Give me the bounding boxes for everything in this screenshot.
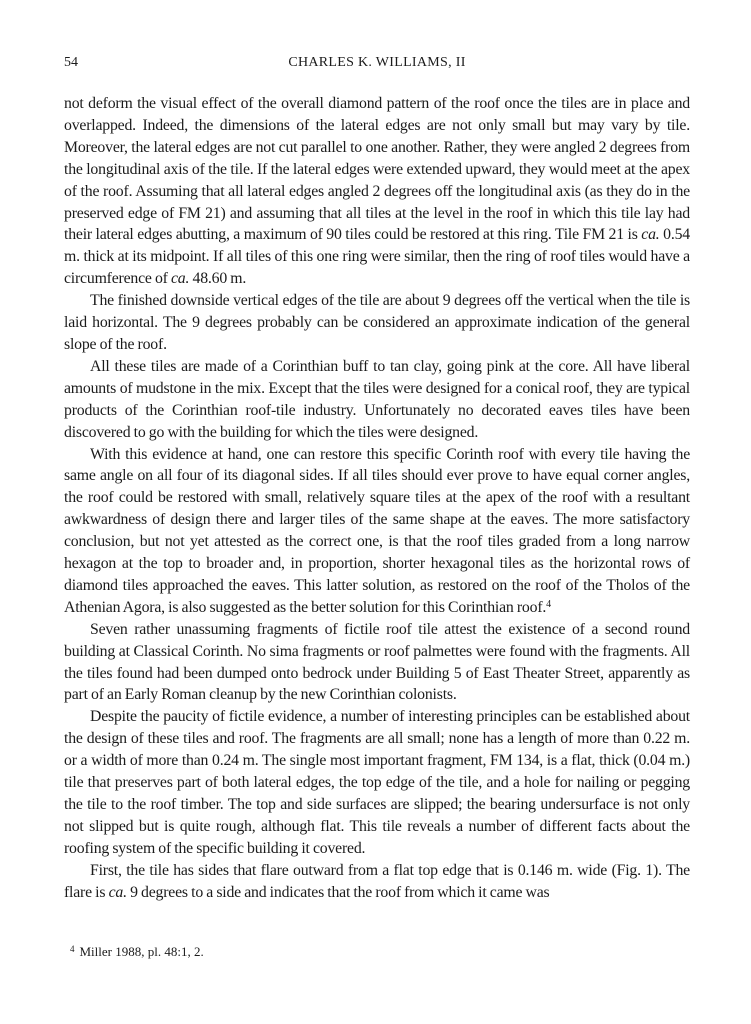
paragraph <box>64 356 690 444</box>
text-run: 0.54 m. thick at its midpoint. If all tiles of this one ring were similar, then the ring of roof tiles would have a circumference of <box>64 226 690 288</box>
text-run: All these tiles are made of a Corinthian buff to tan clay, going pink at the core. All have liberal amounts of mudstone in the mix. Except that the tiles were designed for a conical roof, they are typical products of the Corinthian roof-tile industry. Unfortunately no decorated eaves tiles have been discovered to go with the building for which the tiles were designed. <box>64 357 690 441</box>
paragraph <box>64 860 690 904</box>
footnote-text: Miller 1988, pl. 48:1, 2. <box>79 944 204 959</box>
italic-text: ca. <box>170 270 190 288</box>
footnote <box>70 944 204 960</box>
footnote-reference[interactable]: 4 <box>546 598 551 610</box>
text-run: 9 degrees to a side and indicates that the roof from which it came was <box>126 883 550 901</box>
text-run: Despite the paucity of fictile evidence, a number of interesting principles can be established about the design of these tiles and roof. The fragments are all small; none has a length of more than 0.22 m. or a width of more than 0.24 m. The single most important fragment, FM 134, is a flat, thick (0.04 m.) tile that preserves part of both lateral edges, the top edge of the tile, and a hole for nailing or pegging the tile to the roof timber. The top and side surfaces are slipped; the bearing undersurface is not only not slipped but is quite rough, although flat. This tile reveals a number of different facts about the roofing system of the specific building it covered. <box>64 708 690 857</box>
page-header <box>64 55 690 77</box>
italic-text: ca. <box>641 226 660 244</box>
footnote-marker: 4 <box>70 944 75 954</box>
running-head: CHARLES K. WILLIAMS, II <box>288 55 466 70</box>
text-run: The finished downside vertical edges of the tile are about 9 degrees off the vertical when the tile is laid horizontal. The 9 degrees probably can be considered an approximate indication of the general slope of the roof. <box>64 292 690 353</box>
paragraph <box>64 444 690 619</box>
body-text <box>64 93 690 904</box>
text-run: With this evidence at hand, one can restore this specific Corinth roof with every tile having the same angle on all four of its diagonal sides. If all tiles should ever prove to have equal corner angles, the roof could be restored with small, relatively square tiles at the apex of the roof with a resultant awkwardness of design there and larger tiles of the same shape at the eaves. The more satisfactory conclusion, but not yet attested as the correct one, is that the roof tiles graded from a long narrow hexagon at the top to broader and, in proportion, shorter hexagonal tiles as the horizontal rows of diamond tiles approached the eaves. This latter solution, as restored on the roof of the Tholos of the Athenian Agora, is also suggested as the better solution for this Corinthian roof. <box>64 445 690 616</box>
text-run: First, the tile has sides that flare outward from a flat top edge that is 0.146 m. wide (Fig. 1). The flare is <box>64 861 690 901</box>
text-run: Seven rather unassuming fragments of fictile roof tile attest the existence of a second round building at Classical Corinth. No sima fragments or roof palmettes were found with the fragments. All the tiles found had been dumped onto bedrock under Building 5 of East Theater Street, apparently as part of an Early Roman cleanup by the new Corinthian colonists. <box>64 620 690 704</box>
page-number: 54 <box>64 55 78 70</box>
text-run: not deform the visual effect of the overall diamond pattern of the roof once the tiles are in place and overlapped. Indeed, the dimensions of the lateral edges are not only small but may vary by tile. Moreover, the lateral edges are not cut parallel to one another. Rather, they were angled 2 degrees from the longitudinal axis of the tile. If the lateral edges were extended upward, they would meet at the apex of the roof. Assuming that all lateral edges angled 2 degrees off the longitudinal axis (as they do in the preserved edge of FM 21) and assuming that all tiles at the level in the roof in which this tile lay had their lateral edges abutting, a maximum of 90 tiles could be restored at this ring. Tile FM 21 is <box>64 95 690 244</box>
text-run: 48.60 m. <box>189 270 247 288</box>
paragraph <box>64 619 690 707</box>
italic-text: ca. <box>108 883 127 901</box>
paragraph <box>64 706 690 859</box>
paragraph <box>64 93 690 290</box>
paragraph <box>64 290 690 356</box>
